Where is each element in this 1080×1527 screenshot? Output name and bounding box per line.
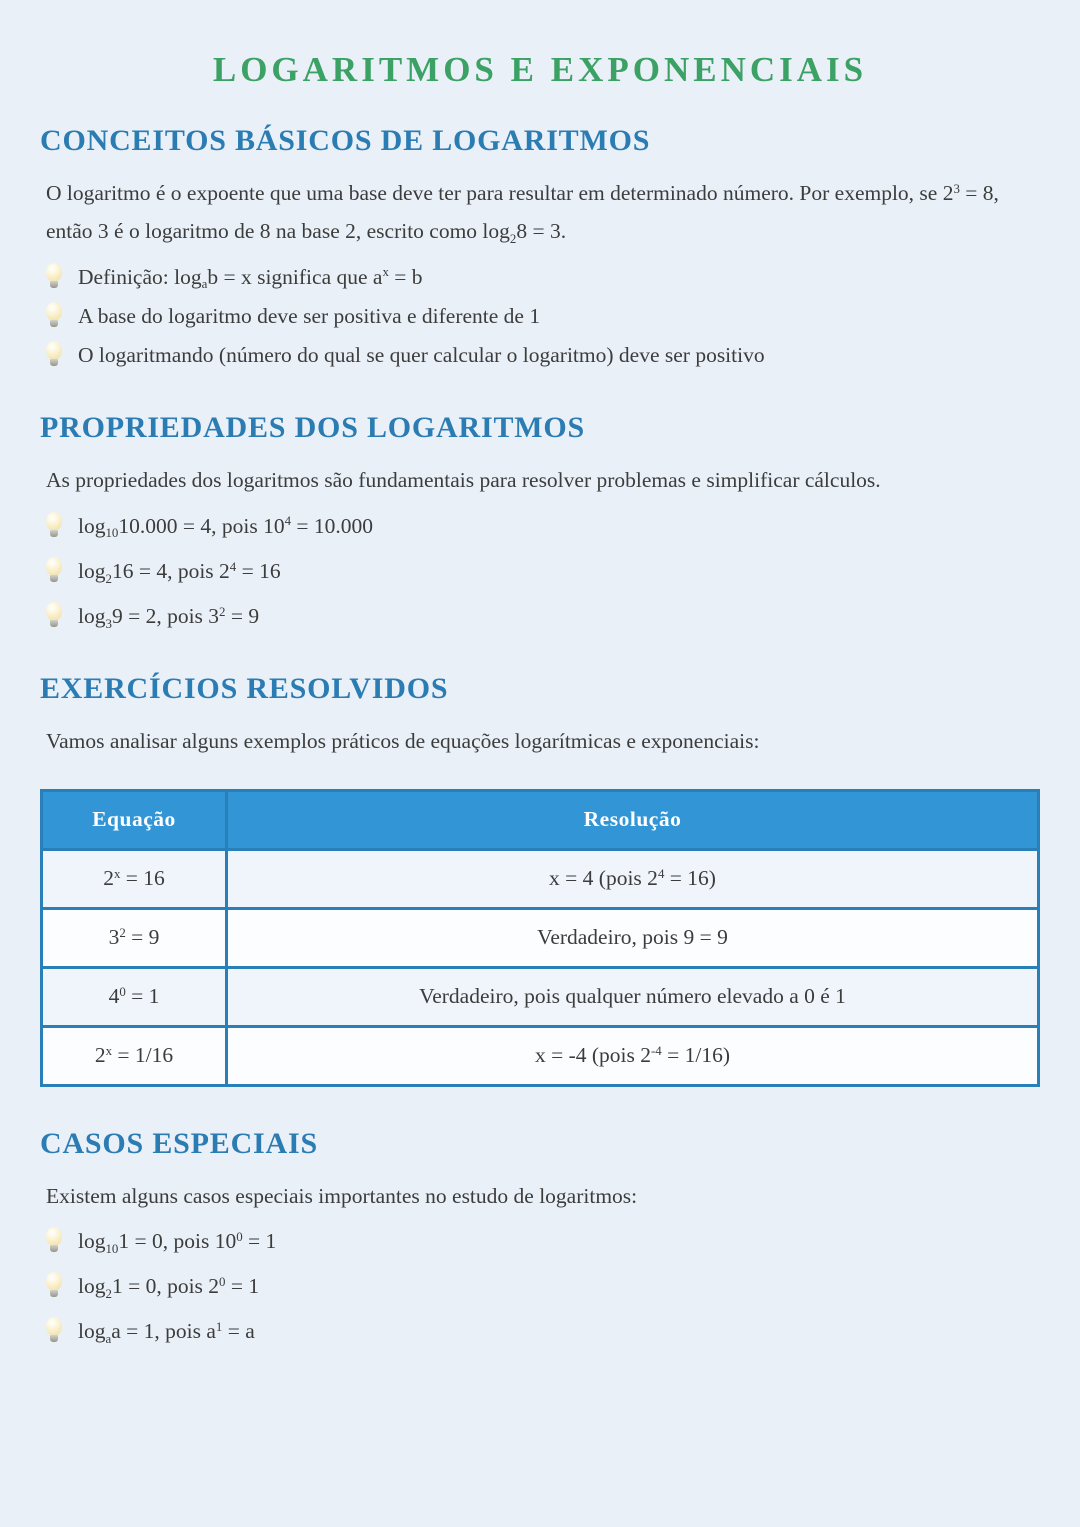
list-item xyxy=(46,1315,1040,1347)
table-header-row xyxy=(42,790,1039,849)
document-title: LOGARITMOS E EXPONENCIAIS xyxy=(212,50,868,89)
table-row xyxy=(42,967,1039,1026)
list-item-text: $\log_39 = 2$, pois $3^2 = 9$ xyxy=(78,604,260,631)
section-paragraph: O logaritmo é o expoente que uma base deve ter para resultar em determinado número. Por exemplo, se $2^3 = 8$, então 3 é o logaritmo de 8 na base 2, escrito como $\log_28 = 3$. xyxy=(46,181,999,247)
lightbulb-icon xyxy=(46,263,62,289)
table-cell-equation: $3^2 = 9$ xyxy=(42,908,227,967)
table-row xyxy=(42,1026,1039,1085)
exercises-table xyxy=(40,789,1040,1087)
bullet-list-conceitos xyxy=(40,261,1040,372)
table-cell-resolution: x = 4 (pois $2^4 = 16$) xyxy=(227,849,1039,908)
section-heading-casos: CASOS ESPECIAIS xyxy=(40,1126,318,1160)
table-cell-equation: $2^x = 1/16$ xyxy=(42,1026,227,1085)
table-row xyxy=(42,849,1039,908)
table-cell-resolution: Verdadeiro, pois qualquer número elevado a 0 é 1 xyxy=(227,967,1039,1026)
section-paragraph: Vamos analisar alguns exemplos práticos de equações logarítmicas e exponenciais: xyxy=(46,729,760,754)
list-item-text: $\log_{10}10.000 = 4$, pois $10^4 = 10.000$ xyxy=(78,513,374,541)
list-item-text: Definição: $\log_ab = x$ significa que $a^x = b$ xyxy=(78,264,423,292)
list-item xyxy=(46,261,1040,293)
lightbulb-icon xyxy=(46,512,62,538)
bullet-list-propriedades xyxy=(40,510,1040,633)
table-cell-resolution: x = -4 (pois $2^{-4} = 1/16$) xyxy=(227,1026,1039,1085)
lightbulb-icon xyxy=(46,302,62,328)
lightbulb-icon xyxy=(46,557,62,583)
section-paragraph: Existem alguns casos especiais importantes no estudo de logaritmos: xyxy=(46,1183,638,1208)
table-cell-resolution: Verdadeiro, pois 9 = 9 xyxy=(227,908,1039,967)
list-item-text: $\log_{10}1 = 0$, pois $10^0 = 1$ xyxy=(78,1228,277,1256)
lightbulb-icon xyxy=(46,1227,62,1253)
list-item xyxy=(46,1225,1040,1257)
table-cell-equation: $4^0 = 1$ xyxy=(42,967,227,1026)
lightbulb-icon xyxy=(46,1317,62,1343)
list-item xyxy=(46,510,1040,542)
section-heading-propriedades: PROPRIEDADES DOS LOGARITMOS xyxy=(40,411,586,445)
lightbulb-icon xyxy=(46,341,62,367)
lightbulb-icon xyxy=(46,1272,62,1298)
list-item xyxy=(46,339,1040,371)
list-item xyxy=(46,555,1040,587)
section-heading-conceitos: CONCEITOS BÁSICOS DE LOGARITMOS xyxy=(40,124,651,157)
bullet-list-casos xyxy=(40,1225,1040,1348)
table-cell-equation: $2^x = 16$ xyxy=(42,849,227,908)
list-item-text: $\log_21 = 0$, pois $2^0 = 1$ xyxy=(78,1274,260,1301)
section-paragraph: As propriedades dos logaritmos são fundamentais para resolver problemas e simplificar cálculos. xyxy=(46,468,881,493)
list-item-text: $\log_216 = 4$, pois $2^4 = 16$ xyxy=(78,558,281,586)
list-item xyxy=(46,300,1040,332)
section-heading-exercicios: EXERCÍCIOS RESOLVIDOS xyxy=(40,672,449,706)
list-item-text: A base do logaritmo deve ser positiva e diferente de 1 xyxy=(78,303,541,328)
list-item-text: O logaritmando (número do qual se quer calcular o logaritmo) deve ser positivo xyxy=(78,343,765,368)
list-item xyxy=(46,1270,1040,1302)
table-header-equacao: Equação xyxy=(42,790,227,849)
table-row xyxy=(42,908,1039,967)
list-item xyxy=(46,600,1040,632)
lightbulb-icon xyxy=(46,602,62,628)
table-header-resolucao: Resolução xyxy=(227,790,1039,849)
list-item-text: $\log_aa = 1$, pois $a^1 = a$ xyxy=(78,1319,255,1347)
